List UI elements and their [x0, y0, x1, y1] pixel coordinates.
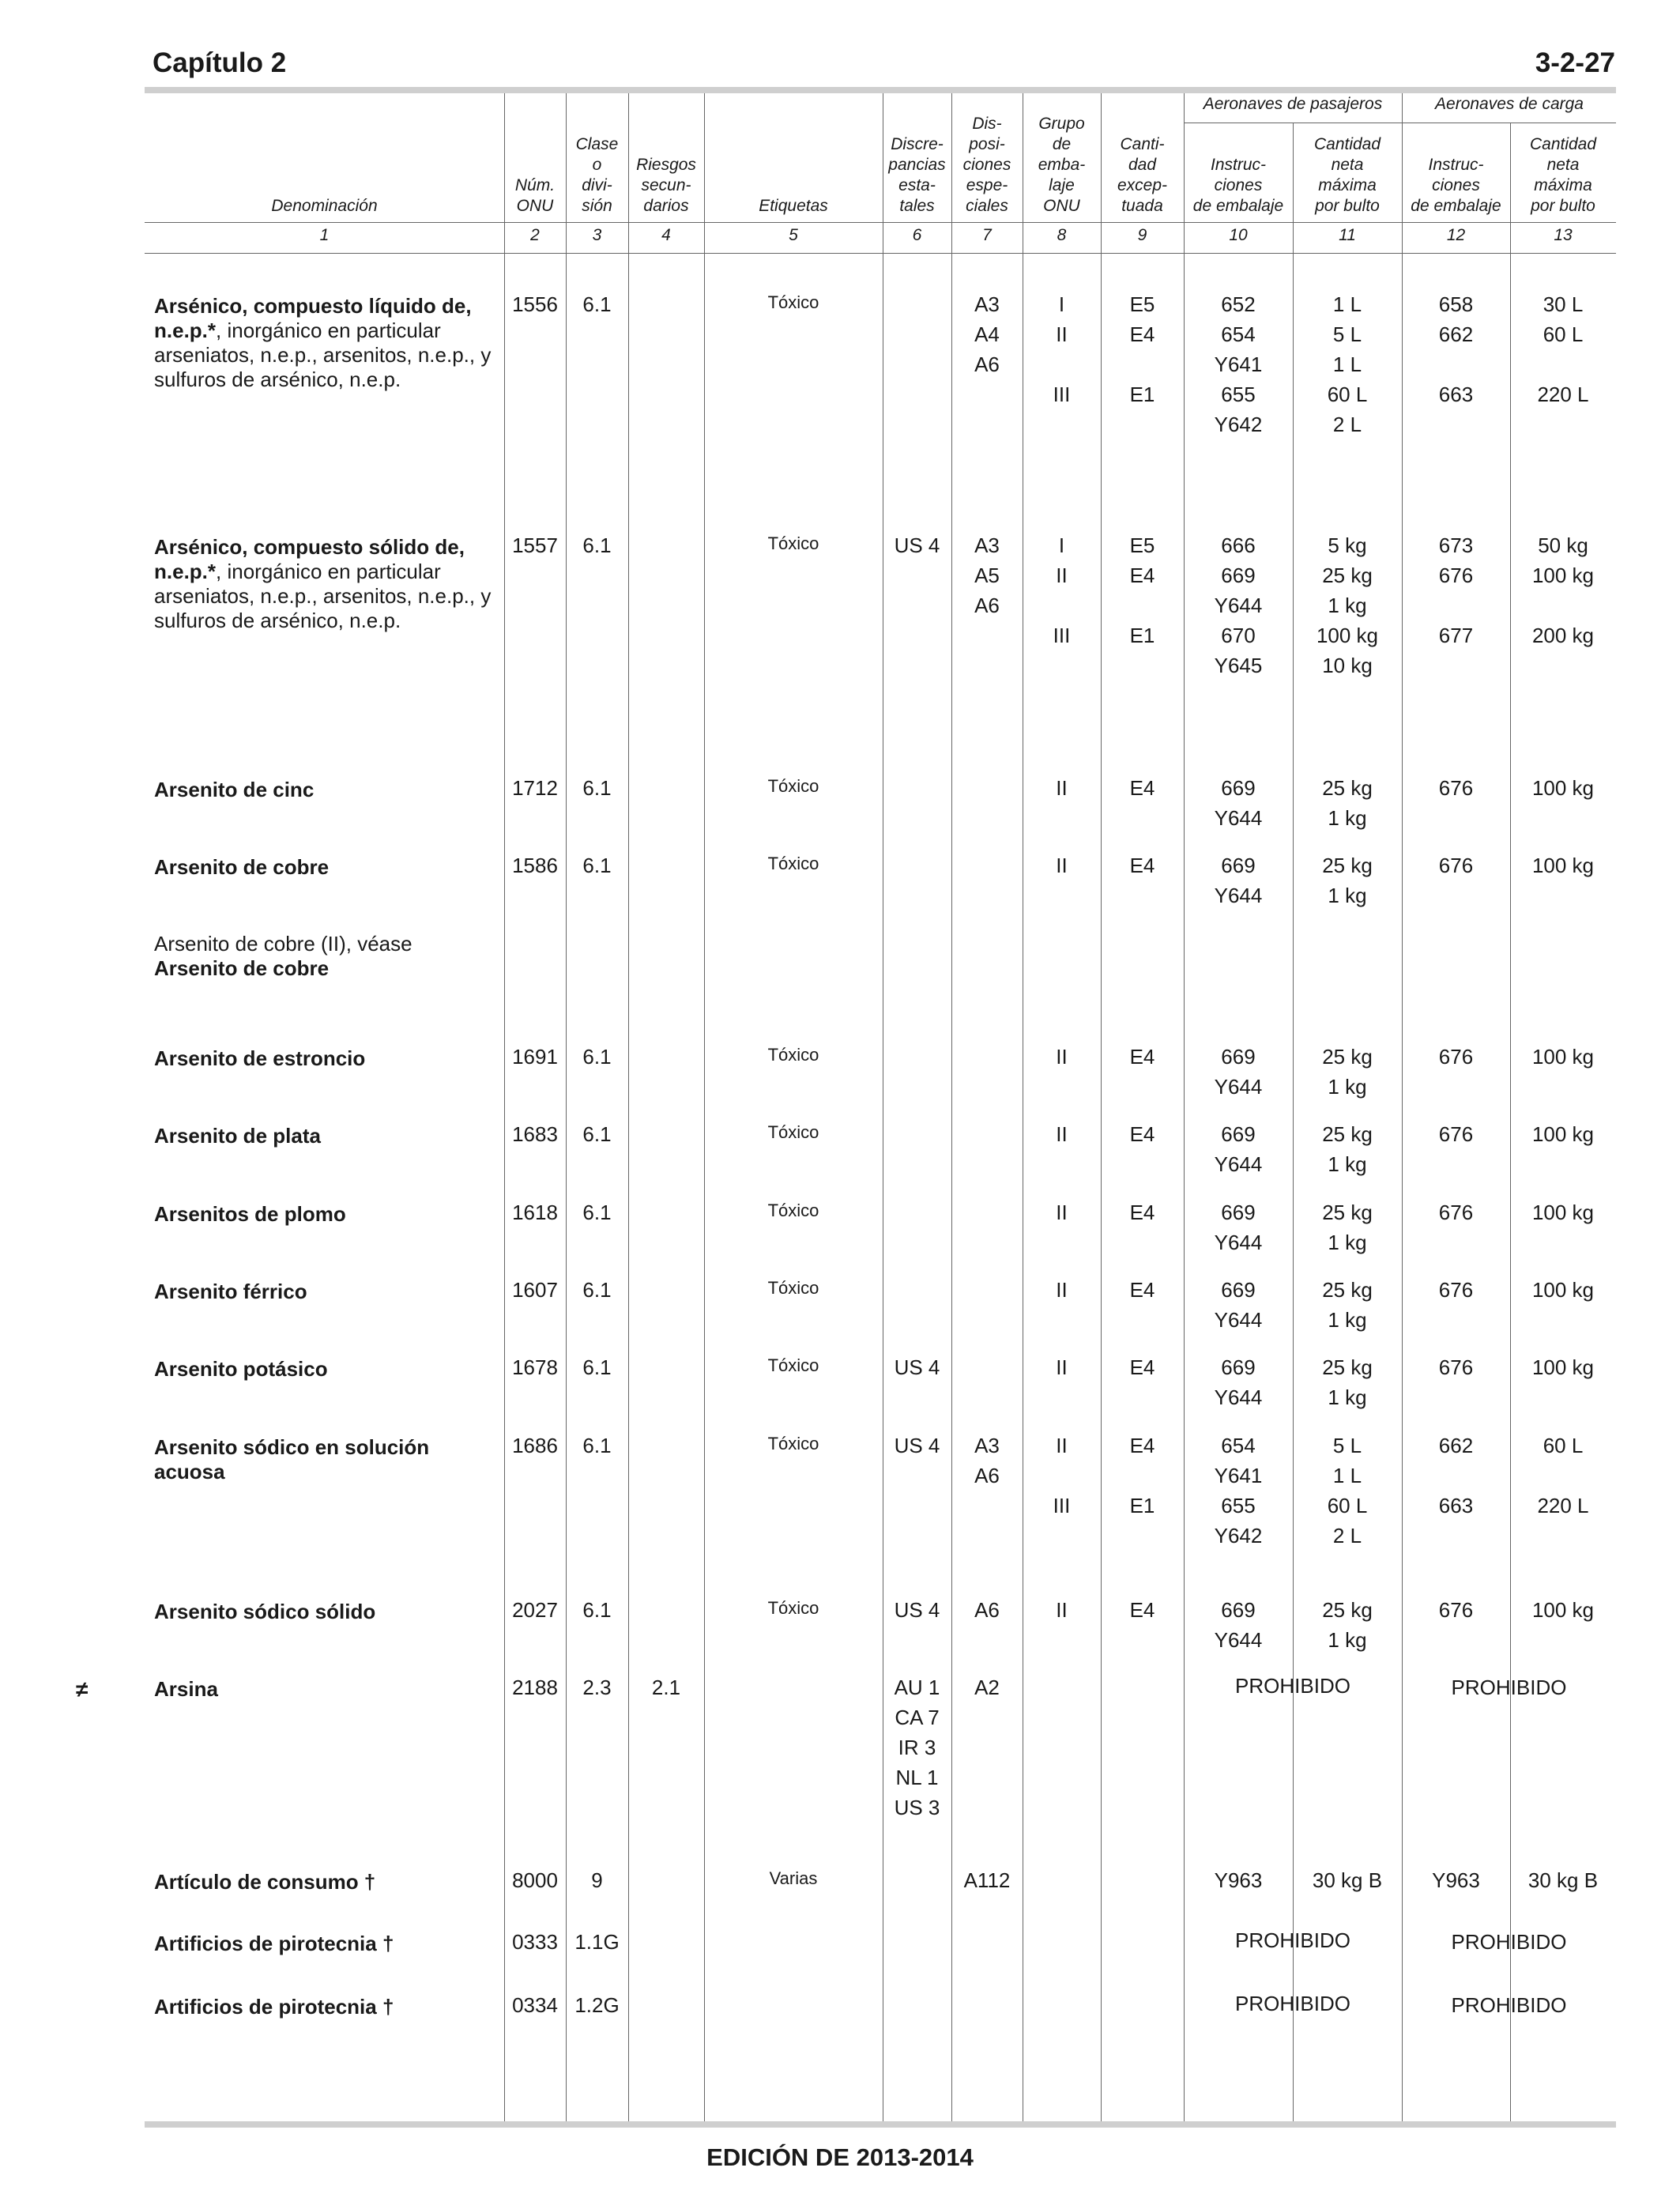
cell-class: 6.1 [582, 533, 612, 557]
cell-pi: 669 Y644 [1214, 1278, 1263, 1332]
cell-var: US 4 [894, 533, 940, 557]
cell-pg: II [1056, 1045, 1068, 1069]
forbidden-cargo: PROHIBIDO [1451, 1676, 1567, 1699]
cell-pi: 654 Y641 655 Y642 [1214, 1434, 1263, 1547]
cell-class: 6.1 [582, 1355, 612, 1379]
column-header-9 [1101, 134, 1184, 217]
entry-name-bold: Arsénico, compuesto líquido de, n.e.p.* [154, 294, 472, 342]
column-header-line: Cantidad [1313, 135, 1381, 153]
column-header-line: Instruc- [1210, 156, 1266, 174]
cell-un: 0333 [512, 1930, 558, 1954]
column-header-8 [1023, 114, 1101, 217]
column-divider [566, 93, 567, 2121]
cell-pg: II [1056, 1598, 1068, 1622]
column-divider [704, 93, 705, 2121]
entry-name-bold: Arsenito sódico en solución acuosa [154, 1435, 430, 1483]
cell-pg: II III [1053, 1434, 1071, 1517]
column-header-line: darios [643, 197, 689, 215]
cell-cq: 100 kg [1531, 854, 1595, 877]
cell-var: US 4 [894, 1598, 940, 1622]
column-header-line: de embalaje [1411, 197, 1501, 215]
cell-ci: Y963 [1432, 1868, 1480, 1892]
entry-name-bold: Arsenito sódico sólido [154, 1600, 376, 1623]
cell-eq: E4 [1129, 1278, 1155, 1302]
column-header-line: esta- [898, 176, 936, 194]
entry-name-bold: Arsenito potásico [154, 1357, 328, 1381]
column-header-13 [1510, 134, 1616, 217]
cell-ci: 673 676 677 [1438, 533, 1474, 647]
cell-sp: A3 A5 A6 [974, 533, 1000, 617]
entry-name-bold: Arsenito de cobre [154, 956, 330, 980]
cell-eq: E4 E1 [1129, 1434, 1155, 1517]
cell-class: 6.1 [582, 854, 612, 877]
forbidden-passenger: PROHIBIDO [1235, 1992, 1350, 2015]
cell-cq: 50 kg 100 kg 200 kg [1531, 533, 1595, 647]
cell-pq: 25 kg 1 kg [1322, 1122, 1373, 1176]
cell-eq: E4 [1129, 854, 1155, 877]
cell-sp: A2 [974, 1676, 1000, 1699]
cell-ci: 662 663 [1438, 1434, 1474, 1517]
cell-label: Tóxico [767, 1045, 819, 1065]
table-row [0, 1355, 1680, 1409]
column-header-line: ONU [1043, 197, 1080, 215]
column-header-line: secun- [641, 176, 691, 194]
column-header-line: Grupo [1038, 115, 1085, 133]
cell-un: 1678 [512, 1355, 558, 1379]
table-row [0, 1928, 1680, 1955]
column-number-10: 10 [1229, 226, 1248, 244]
column-header-line: ciones [1214, 176, 1263, 194]
cell-cq: 100 kg [1531, 1045, 1595, 1069]
table-row [0, 1201, 1680, 1254]
column-number-8: 8 [1057, 226, 1067, 244]
header-rule [145, 222, 1616, 223]
entry-name [154, 1046, 502, 1071]
entry-name-bold: Artículo de consumo † [154, 1870, 376, 1894]
forbidden-passenger: PROHIBIDO [1235, 1928, 1350, 1952]
column-header-line: Riesgos [636, 156, 696, 174]
cell-ci: 676 [1438, 1122, 1474, 1146]
cell-cq: 100 kg [1531, 1122, 1595, 1146]
entry-name-bold: Arsenito de cinc [154, 778, 315, 801]
cell-class: 6.1 [582, 1434, 612, 1457]
column-header-line: posi- [969, 135, 1005, 153]
column-header-11 [1293, 134, 1402, 217]
entry-name [154, 1357, 502, 1382]
cell-pg: I II III [1053, 533, 1071, 647]
cell-class: 6.1 [582, 1122, 612, 1146]
column-header-10 [1184, 155, 1293, 217]
column-number-2: 2 [530, 226, 540, 244]
cell-class: 1.1G [574, 1930, 620, 1954]
cell-ci: 676 [1438, 854, 1474, 877]
cell-eq: E4 [1129, 1355, 1155, 1379]
top-rule [145, 87, 1616, 93]
column-header-line: máxima [1534, 176, 1592, 194]
cell-class: 9 [591, 1868, 603, 1892]
column-divider [951, 93, 952, 2121]
cell-var: US 4 [894, 1434, 940, 1457]
entry-name [154, 1280, 502, 1304]
column-number-6: 6 [912, 226, 922, 244]
cell-pq: 30 kg B [1312, 1868, 1383, 1892]
column-header-line: laje [1049, 176, 1075, 194]
cell-un: 1586 [512, 854, 558, 877]
column-number-3: 3 [592, 226, 602, 244]
column-header-line: ONU [516, 197, 554, 215]
cell-label: Tóxico [767, 1278, 819, 1298]
column-number-5: 5 [789, 226, 798, 244]
column-header-4 [628, 155, 704, 217]
cell-eq: E4 [1129, 1598, 1155, 1622]
column-header-line: de [1052, 135, 1072, 153]
cell-pi: 669 Y644 [1214, 1045, 1263, 1099]
column-header-line: Dis- [972, 115, 1002, 133]
table-row [0, 1434, 1680, 1547]
cell-eq: E4 [1129, 1122, 1155, 1146]
cell-pq: 5 L 1 L 60 L 2 L [1327, 1434, 1368, 1547]
forbidden-passenger: PROHIBIDO [1235, 1674, 1350, 1698]
cell-cq: 100 kg [1531, 1598, 1595, 1622]
cell-un: 1557 [512, 533, 558, 557]
entry-name [154, 1124, 502, 1148]
column-header-line: Instruc- [1428, 156, 1484, 174]
cell-un: 1618 [512, 1201, 558, 1224]
cell-label: Tóxico [767, 292, 819, 312]
column-header-line: ciales [966, 197, 1008, 215]
cell-sp: A6 [974, 1598, 1000, 1622]
cell-un: 1712 [512, 776, 558, 800]
cell-pq: 25 kg 1 kg [1322, 1355, 1373, 1409]
cell-un: 0334 [512, 1993, 558, 2017]
cell-pg: II [1056, 1201, 1068, 1224]
cell-var: AU 1 CA 7 IR 3 NL 1 US 3 [894, 1676, 940, 1819]
column-header-line: tales [899, 197, 935, 215]
cell-label: Tóxico [767, 1122, 819, 1142]
cell-un: 1683 [512, 1122, 558, 1146]
cell-label: Tóxico [767, 1434, 819, 1453]
cell-cq: 60 L 220 L [1537, 1434, 1589, 1517]
chapter-title: Capítulo 2 [153, 47, 287, 78]
column-header-line: por bulto [1315, 197, 1380, 215]
cell-var: US 4 [894, 1355, 940, 1379]
column-header-6 [883, 134, 951, 217]
column-header-line: Cantidad [1529, 135, 1597, 153]
column-header-line: máxima [1318, 176, 1377, 194]
column-header-5 [704, 196, 883, 217]
cell-pq: 5 kg 25 kg 1 kg 100 kg 10 kg [1316, 533, 1379, 677]
column-number-1: 1 [319, 226, 330, 244]
cell-ci: 676 [1438, 1278, 1474, 1302]
entry-name [154, 1995, 502, 2019]
entry-name-bold: Arsenito férrico [154, 1280, 307, 1303]
entry-name [154, 535, 502, 633]
entry-name [154, 1600, 502, 1624]
column-number-4: 4 [661, 226, 671, 244]
column-header-line: o [592, 156, 602, 174]
column-number-9: 9 [1137, 226, 1147, 244]
entry-name-bold: Artificios de pirotecnia † [154, 1995, 394, 2019]
column-header-line: Discre- [891, 135, 944, 153]
entry-name [154, 294, 502, 392]
cell-pi: Y963 [1214, 1868, 1263, 1892]
cell-pi: 666 669 Y644 670 Y645 [1214, 533, 1263, 677]
entry-name [154, 1202, 502, 1227]
cell-class: 6.1 [582, 1045, 612, 1069]
cell-sub: 2.1 [651, 1676, 681, 1699]
entry-name-bold: Arsina [154, 1677, 218, 1701]
column-header-line: pancias [888, 156, 946, 174]
column-header-line: Denominación [271, 197, 378, 215]
column-number-12: 12 [1446, 226, 1466, 244]
cell-label: Varias [769, 1868, 818, 1888]
cell-pi: 652 654 Y641 655 Y642 [1214, 292, 1263, 436]
cell-pq: 25 kg 1 kg [1322, 1278, 1373, 1332]
entry-name-text: , inorgánico en particular arseniatos, n.e.p., arsenitos, n.e.p., y sulfuros de arsénico, n.e.p. [154, 560, 492, 632]
column-number-11: 11 [1339, 226, 1356, 244]
column-header-line: de embalaje [1192, 197, 1284, 215]
cell-label: Tóxico [767, 533, 819, 553]
column-header-line: neta [1331, 156, 1364, 174]
table-row [0, 776, 1680, 830]
cell-pg: II [1056, 854, 1068, 877]
cell-ci: 676 [1438, 1045, 1474, 1069]
cell-pg: II [1056, 1355, 1068, 1379]
cell-cq: 100 kg [1531, 776, 1595, 800]
table-row [0, 854, 1680, 907]
cell-pi: 669 Y644 [1214, 854, 1263, 907]
column-divider [628, 93, 629, 2121]
column-header-12 [1402, 155, 1510, 217]
column-header-line: emba- [1038, 156, 1086, 174]
cell-un: 2027 [512, 1598, 558, 1622]
header-rule [145, 253, 1616, 254]
column-header-line: dad [1128, 156, 1157, 174]
entry-name [154, 1677, 502, 1702]
cell-label: Tóxico [767, 1598, 819, 1618]
cell-eq: E5 E4 E1 [1129, 533, 1155, 647]
cell-ci: 676 [1438, 1598, 1474, 1622]
cell-pi: 669 Y644 [1214, 1201, 1263, 1254]
column-header-line: por bulto [1531, 197, 1595, 215]
cell-pg: I II III [1053, 292, 1071, 406]
group-header-passenger: Aeronaves de pasajeros [1203, 95, 1383, 113]
cell-un: 1607 [512, 1278, 558, 1302]
cell-sp: A3 A6 [974, 1434, 1000, 1487]
cell-label: Tóxico [767, 1201, 819, 1220]
column-number-13: 13 [1554, 226, 1573, 244]
entry-name-bold: Arsenitos de plomo [154, 1202, 346, 1226]
column-header-2 [504, 175, 566, 217]
column-header-line: ciones [1432, 176, 1480, 194]
cell-label: Tóxico [767, 854, 819, 873]
cell-class: 6.1 [582, 292, 612, 316]
cell-pg: II [1056, 1278, 1068, 1302]
cell-un: 1686 [512, 1434, 558, 1457]
cell-ci: 676 [1438, 776, 1474, 800]
cell-label: Tóxico [767, 1355, 819, 1375]
cell-pq: 25 kg 1 kg [1322, 1201, 1373, 1254]
column-header-line: excep- [1117, 176, 1168, 194]
forbidden-cargo: PROHIBIDO [1451, 1993, 1567, 2017]
forbidden-cargo: PROHIBIDO [1451, 1930, 1567, 1954]
column-header-line: divi- [582, 176, 612, 194]
entry-name [154, 932, 502, 981]
cell-un: 8000 [512, 1868, 558, 1892]
table-row [0, 1122, 1680, 1176]
cell-sp: A112 [963, 1868, 1011, 1892]
change-mark: ≠ [76, 1677, 89, 1702]
cell-ci: 676 [1438, 1201, 1474, 1224]
cell-eq: E4 [1129, 1201, 1155, 1224]
entry-name [154, 1870, 502, 1894]
group-header-cargo: Aeronaves de carga [1435, 95, 1584, 113]
column-header-7 [951, 114, 1023, 217]
column-header-line: Canti- [1120, 135, 1165, 153]
table-row [0, 292, 1680, 436]
cell-pi: 669 Y644 [1214, 1122, 1263, 1176]
cell-pi: 669 Y644 [1214, 776, 1263, 830]
cell-eq: E4 [1129, 776, 1155, 800]
column-header-3 [566, 134, 628, 217]
column-header-1 [145, 196, 504, 217]
table-row [0, 533, 1680, 677]
cell-eq: E4 [1129, 1045, 1155, 1069]
column-divider [504, 93, 505, 2121]
cell-pq: 25 kg 1 kg [1322, 776, 1373, 830]
cell-un: 2188 [512, 1676, 558, 1699]
cell-un: 1556 [512, 292, 558, 316]
entry-name [154, 855, 502, 880]
column-header-line: sión [582, 197, 612, 215]
cell-label: Tóxico [767, 776, 819, 796]
cell-ci: 658 662 663 [1438, 292, 1474, 406]
cell-pq: 25 kg 1 kg [1322, 1045, 1373, 1099]
cell-ci: 676 [1438, 1355, 1474, 1379]
column-header-line: Clase [575, 135, 619, 153]
cell-pi: 669 Y644 [1214, 1355, 1263, 1409]
entry-name-bold: Artificios de pirotecnia † [154, 1932, 394, 1955]
cell-eq: E5 E4 E1 [1129, 292, 1155, 406]
cell-cq: 100 kg [1531, 1355, 1595, 1379]
column-header-line: ciones [962, 156, 1011, 174]
cell-pi: 669 Y644 [1214, 1598, 1263, 1652]
cell-pq: 25 kg 1 kg [1322, 854, 1373, 907]
cell-pq: 25 kg 1 kg [1322, 1598, 1373, 1652]
cell-cq: 100 kg [1531, 1278, 1595, 1302]
cell-sp: A3 A4 A6 [974, 292, 1000, 376]
cell-class: 6.1 [582, 1278, 612, 1302]
cell-class: 6.1 [582, 1201, 612, 1224]
cell-cq: 100 kg [1531, 1201, 1595, 1224]
entry-name [154, 1435, 502, 1484]
cell-un: 1691 [512, 1045, 558, 1069]
table-row [0, 1045, 1680, 1099]
bottom-rule [145, 2121, 1616, 2128]
cell-pq: 1 L 5 L 1 L 60 L 2 L [1327, 292, 1368, 436]
entry-name-bold: Arsenito de cobre [154, 855, 330, 879]
table-row [0, 1868, 1680, 1894]
cell-class: 2.3 [582, 1676, 612, 1699]
column-header-line: neta [1546, 156, 1580, 174]
cell-pg: II [1056, 1122, 1068, 1146]
cell-class: 1.2G [574, 1993, 620, 2017]
cell-pg: II [1056, 776, 1068, 800]
table-row [0, 1598, 1680, 1652]
cell-cq: 30 L 60 L 220 L [1537, 292, 1589, 406]
entry-name-text: , inorgánico en particular arseniatos, n.e.p., arsenitos, n.e.p., y sulfuros de arsénico, n.e.p. [154, 319, 492, 391]
column-header-line: Núm. [514, 176, 556, 194]
edition-footer: EDICIÓN DE 2013-2014 [706, 2143, 974, 2171]
cell-cq: 30 kg B [1527, 1868, 1599, 1892]
page-number: 3-2-27 [1535, 47, 1615, 78]
cell-class: 6.1 [582, 1598, 612, 1622]
entry-name-bold: Arsenito de estroncio [154, 1046, 366, 1070]
entry-name [154, 1932, 502, 1956]
table-row [0, 1674, 1680, 1819]
column-header-line: Etiquetas [759, 197, 828, 215]
entry-name-text: Arsenito de cobre (II), véase [154, 932, 412, 956]
entry-name-bold: Arsénico, compuesto sólido de, n.e.p.* [154, 535, 465, 583]
table-row [0, 932, 1680, 980]
table-row [0, 1992, 1680, 2019]
table-row [0, 1278, 1680, 1332]
column-number-7: 7 [982, 226, 992, 244]
entry-name-bold: Arsenito de plata [154, 1124, 321, 1148]
column-header-line: espe- [966, 176, 1008, 194]
entry-name [154, 778, 502, 802]
cell-class: 6.1 [582, 776, 612, 800]
column-header-line: tuada [1121, 197, 1163, 215]
